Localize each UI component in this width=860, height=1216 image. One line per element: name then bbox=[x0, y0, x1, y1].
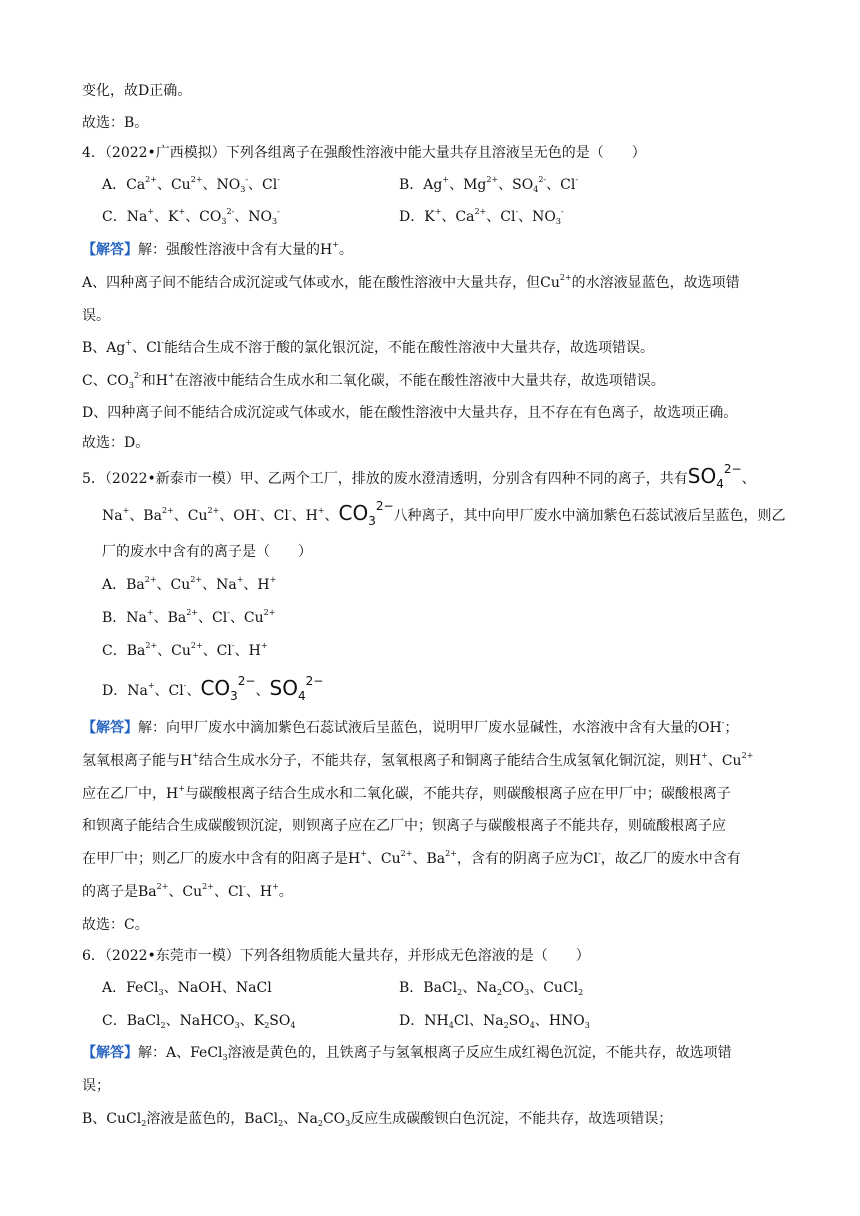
q6-option-a: A．FeCl$_3$、NaOH、NaCl bbox=[102, 980, 272, 997]
q6-option-c: C．BaCl$_2$、NaHCO$_3$、$K_2SO_4$ bbox=[102, 1013, 296, 1030]
solution-label: 【解答】 bbox=[82, 1045, 138, 1061]
text-line: C、$CO_3^{2-}$和H+在溶液中能结合生成水和二氧化碳，不能在酸性溶液中大量共存，故选项错误。 bbox=[82, 371, 665, 390]
q5-option-a: A．$Ba^{2+}$、$Cu^{2+}$、Na+、H+ bbox=[102, 575, 277, 593]
q5-option-d: D．Na+、Cl-、$CO_3^{2-}$、$SO_4^{2-}$ bbox=[102, 674, 324, 703]
q6-option-b: B．BaCl$_2$、$Na_2CO_3$、CuCl$_2$ bbox=[399, 980, 584, 997]
text-line: 厂的废水中含有的离子是（ ） bbox=[102, 544, 312, 560]
text-line: 和钡离子能结合生成碳酸钡沉淀，则钡离子应在乙厂中；钡离子与碳酸根离子不能共存，则硫酸根离子应 bbox=[82, 818, 726, 834]
solution-label: 【解答】 bbox=[82, 720, 138, 736]
text-line: 误； bbox=[82, 1078, 110, 1094]
text-line: 应在乙厂中，H+与碳酸根离子结合生成水和二氧化碳，不能共存，则碳酸根离子应在甲厂中；碳酸根离子 bbox=[82, 784, 731, 802]
text-line: 变化，故D正确。 bbox=[82, 83, 192, 99]
q4-option-d: D．K+、$Ca^{2+}$、Cl-、$NO_3^-$ bbox=[399, 207, 564, 226]
text-line: Na+、$Ba^{2+}$、$Cu^{2+}$、OH-、Cl-、H+、$CO_3^{2-}$八种离子，其中向甲厂废水中滴加紫色石蕊试液后呈蓝色，则乙 bbox=[102, 499, 786, 528]
question-6-stem: 6．（2022•东莞市一模）下列各组物质能大量共存，并形成无色溶液的是（ ） bbox=[82, 948, 590, 964]
q4-solution-intro: 【解答】解：强酸性溶液中含有大量的H+。 bbox=[82, 240, 353, 258]
answer-choice: 故选：C。 bbox=[82, 917, 149, 933]
q5-option-c: C．$Ba^{2+}$、$Cu^{2+}$、Cl-、H+ bbox=[102, 641, 268, 659]
answer-choice: 故选：D。 bbox=[82, 435, 150, 451]
text-line: 误。 bbox=[82, 308, 110, 324]
q5-option-b: B．Na+、$Ba^{2+}$、Cl-、$Cu^{2+}$ bbox=[102, 608, 276, 626]
q4-option-c: C．Na+、K+、$CO_3^{2-}$、$NO_3^-$ bbox=[102, 207, 280, 226]
q5-solution-intro: 【解答】解：向甲厂废水中滴加紫色石蕊试液后呈蓝色，说明甲厂废水显碱性，水溶液中含有大量的OH-； bbox=[82, 718, 739, 736]
question-4-stem: 4．（2022•广西模拟）下列各组离子在强酸性溶液中能大量共存且溶液呈无色的是（ ） bbox=[82, 145, 646, 161]
text-line: B、Ag+、Cl-能结合生成不溶于酸的氯化银沉淀，不能在酸性溶液中大量共存，故选项错误。 bbox=[82, 338, 654, 356]
q4-option-b: B．Ag+、$Mg^{2+}$、$SO_4^{2-}$、Cl- bbox=[399, 175, 579, 194]
text-line: B、CuCl$_2$溶液是蓝色的，BaCl$_2$、$Na_2CO_3$反应生成碳酸钡白色沉淀，不能共存，故选项错误； bbox=[82, 1111, 673, 1128]
q4-option-a: A．$Ca^{2+}$、$Cu^{2+}$、$NO_3^-$、Cl- bbox=[102, 175, 280, 194]
text-line: A、四种离子间不能结合成沉淀或气体或水，能在酸性溶液中大量共存，但$Cu^{2+}$的水溶液显蓝色，故选项错 bbox=[82, 273, 740, 291]
q6-solution-intro: 【解答】解：A、FeCl$_3$溶液是黄色的，且铁离子与氢氧根离子反应生成红褐色沉淀，不能共存，故选项错 bbox=[82, 1045, 732, 1062]
answer-choice: 故选：B。 bbox=[82, 115, 149, 131]
text-line: 在甲厂中；则乙厂的废水中含有的阳离子是H+、$Cu^{2+}$、$Ba^{2+}$，含有的阴离子应为Cl-，故乙厂的废水中含有 bbox=[82, 849, 741, 867]
text-line: D、四种离子间不能结合成沉淀或气体或水，能在酸性溶液中大量共存，且不存在有色离子，故选项正确。 bbox=[82, 405, 738, 421]
question-5-stem: 5．（2022•新泰市一模）甲、乙两个工厂，排放的废水澄清透明，分别含有四种不同的离子，共有$SO_4^{2-}$、 bbox=[82, 462, 756, 491]
text-line: 的离子是$Ba^{2+}$、$Cu^{2+}$、Cl-、H+。 bbox=[82, 882, 293, 900]
text-line: 氢氧根离子能与H+结合生成水分子，不能共存，氢氧根离子和铜离子能结合生成氢氧化铜沉淀，则H+、$Cu^{2+}$ bbox=[82, 751, 754, 769]
solution-label: 【解答】 bbox=[82, 242, 138, 258]
q6-option-d: D．$NH_4Cl$、$Na_2SO_4$、$HNO_3$ bbox=[399, 1013, 590, 1030]
